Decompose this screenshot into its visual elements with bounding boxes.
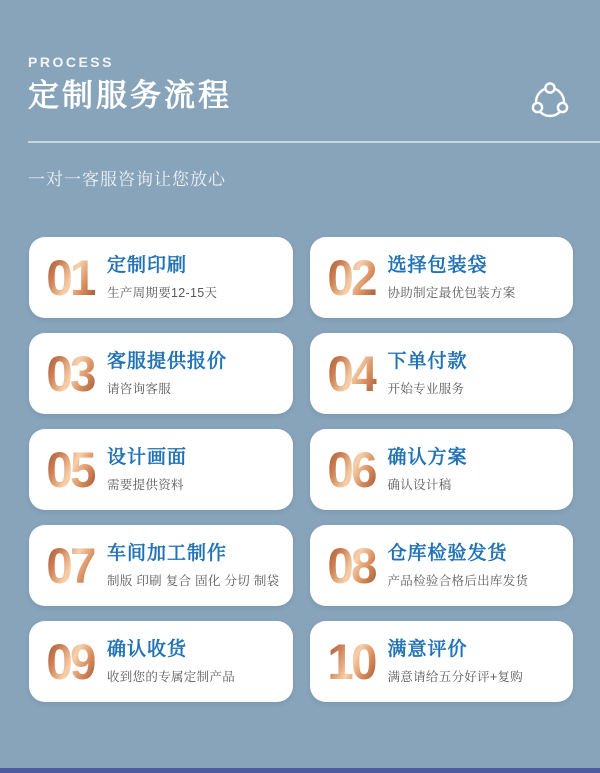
step-number: 02 [325,253,376,303]
process-step-card-05 [29,429,293,510]
process-step-card-03 [29,333,293,414]
header-divider [28,141,600,143]
step-description: 满意请给五分好评+复购 [387,669,524,684]
step-title: 仓库检验发货 [387,542,508,564]
process-step-card-08 [310,525,574,606]
header [0,0,600,190]
step-title: 选择包装袋 [387,254,488,276]
process-step-card-04 [310,333,574,414]
step-title: 设计画面 [107,446,188,468]
step-description: 制版 印刷 复合 固化 分切 制袋 [107,573,280,588]
step-text [107,447,285,493]
process-step-card-07 [29,525,293,606]
step-title: 下单付款 [387,350,468,372]
step-number: 08 [325,541,376,591]
process-step-card-09 [29,621,293,702]
step-number: 09 [44,637,95,687]
step-number: 10 [325,637,376,687]
step-number: 06 [325,445,376,495]
step-text [107,543,285,589]
step-text [107,351,285,397]
steps-grid [29,237,573,702]
step-description: 需要提供资料 [107,477,184,492]
step-text [388,639,566,685]
process-step-card-10 [310,621,574,702]
step-description: 协助制定最优包装方案 [387,285,516,300]
process-step-card-06 [310,429,574,510]
page-title: 定制服务流程 [28,78,232,113]
step-description: 收到您的专属定制产品 [107,669,236,684]
step-description: 开始专业服务 [387,381,465,396]
step-title: 确认收货 [107,638,188,660]
step-text [388,447,566,493]
step-text [388,351,566,397]
step-number: 01 [44,253,95,303]
page-subtitle: 一对一客服咨询让您放心 [28,170,226,190]
step-title: 车间加工制作 [107,542,228,564]
step-description: 请咨询客服 [107,381,172,396]
step-text [388,543,566,589]
step-text [107,639,285,685]
step-text [107,255,285,301]
process-step-card-02 [310,237,574,318]
step-number: 07 [44,541,95,591]
step-title: 客服提供报价 [107,350,228,372]
share-network-icon [526,76,574,124]
step-text [388,255,566,301]
step-title: 满意评价 [387,638,468,660]
step-number: 03 [44,349,95,399]
step-number: 05 [44,445,95,495]
step-description: 确认设计稿 [387,477,452,492]
process-step-card-01 [29,237,293,318]
eyebrow-label: PROCESS [28,54,114,70]
step-title: 确认方案 [387,446,468,468]
step-description: 产品检验合格后出库发货 [387,573,529,588]
step-number: 04 [325,349,376,399]
bottom-accent-strip [0,768,600,773]
step-description: 生产周期要12-15天 [107,285,218,300]
step-title: 定制印刷 [107,254,188,276]
